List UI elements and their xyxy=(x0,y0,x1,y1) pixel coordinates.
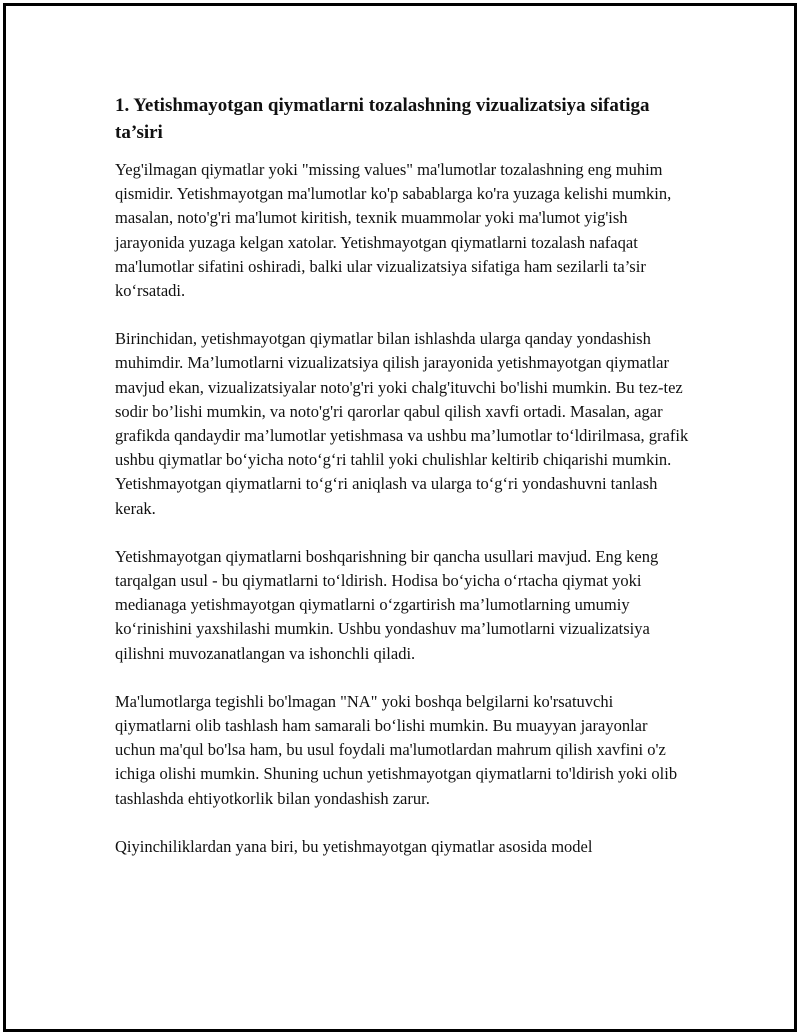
paragraph-1: Yeg'ilmagan qiymatlar yoki "missing values" ma'lumotlar tozalashning eng muhim qismidir. Yetishmayotgan ma'lumotlar ko'p sabablarga ko'ra yuzaga kelishi mumkin, masalan, noto'g'ri ma'lumot kiritish, texnik muammolar yoki ma'lumot yig'ish jarayonida yuzaga kelgan xatolar. Yetishmayotgan qiymatlarni tozalash nafaqat ma'lumotlar sifatini oshiradi, balki ular vizualizatsiya sifatiga ham sezilarli ta’sir ko‘rsatadi. xyxy=(115,160,672,301)
paragraph-4: Ma'lumotlarga tegishli bo'lmagan "NA" yoki boshqa belgilarni ko'rsatuvchi qiymatlarni olib tashlash ham samarali bo‘lishi mumkin. Bu muayyan jarayonlar uchun ma'qul bo'lsa ham, bu usul foydali ma'lumotlardan mahrum qilish xavfini o'z ichiga olishi mumkin. Shuning uchun yetishmayotgan qiymatlarni to'ldirish yoki olib tashlashda ehtiyotkorlik bilan yondashish zarur. xyxy=(115,691,678,808)
paragraph-5: Qiyinchiliklardan yana biri, bu yetishmayotgan qiymatlar asosida model xyxy=(115,836,593,856)
paragraph-3: Yetishmayotgan qiymatlarni boshqarishning bir qancha usullari mavjud. Eng keng tarqalgan usul - bu qiymatlarni to‘ldirish. Hodisa bo‘yicha o‘rtacha qiymat yoki medianaga yetishmayotgan qiymatlarni o‘zgartirish ma’lumotlarning umumiy ko‘rinishini yaxshilashi mumkin. Ushbu yondashuv ma’lumotlarni vizualizatsiya qilishni muvozanatlangan va ishonchli qiladi. xyxy=(115,546,659,663)
section-heading: 1. Yetishmayotgan qiymatlarni tozalashning vizualizatsiya sifatiga ta’siri xyxy=(115,95,650,143)
document-body xyxy=(115,92,690,883)
paragraph-2: Birinchidan, yetishmayotgan qiymatlar bilan ishlashda ularga qanday yondashish muhimdir. Ma’lumotlarni vizualizatsiya qilish jarayonida yetishmayotgan qiymatlar mavjud ekan, vizualizatsiyalar noto'g'ri yoki chalg'ituvchi bo'lishi mumkin. Bu tez-tez sodir bo’lishi mumkin, va noto'g'ri qarorlar qabul qilish xavfi ortadi. Masalan, agar grafikda qandaydir ma’lumotlar yetishmasa va ushbu ma’lumotlar to‘ldirilmasa, grafik ushbu qiymatlar bo‘yicha noto‘g‘ri tahlil yoki chulishlar keltirib chiqarishi mumkin. Yetishmayotgan qiymatlarni to‘g‘ri aniqlash va ularga to‘g‘ri yondashuvni tanlash kerak. xyxy=(115,329,689,518)
